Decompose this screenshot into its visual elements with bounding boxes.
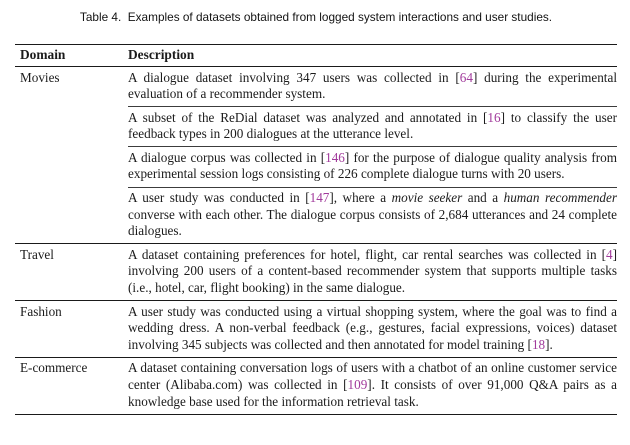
description-entry: A user study was conducted in [147], where a movie seeker and a human recommender converse with each other. The dialogue corpus consists of 2,684 utterances and 24 complete dialogues. [128, 187, 617, 244]
domain-cell: E-commerce [20, 360, 88, 376]
description-entry: A subset of the ReDial dataset was analyzed and annotated in [16] to classify the user feedback types in 200 dialogues at the utterance level. [128, 106, 617, 146]
column-header-description: Description [128, 47, 195, 62]
table-caption: Table 4. Examples of datasets obtained from logged system interactions and user studies. [79, 10, 553, 24]
datasets-table [15, 44, 617, 415]
citation-link[interactable]: 4 [606, 246, 613, 262]
citation-link[interactable]: 18 [531, 336, 546, 352]
description-cell [128, 67, 617, 243]
table-group-row [15, 300, 617, 357]
citation-link[interactable]: 64 [459, 69, 473, 85]
description-entry: A dataset containing preferences for hotel, flight, car rental searches was collected in [4] involving 200 users of a content-based recommender system that supports multiple tasks (i.e., hotel, car, flight booking) in the same dialogue. [128, 246, 617, 296]
description-cell [128, 301, 617, 357]
citation-link[interactable]: 109 [347, 377, 368, 392]
domain-cell: Travel [20, 246, 54, 262]
table-group-row [15, 357, 617, 414]
citation-link[interactable]: 16 [487, 109, 501, 125]
description-entry: A dialogue dataset involving 347 users was collected in [64] during the experimental evaluation of a recommender system. [128, 69, 617, 102]
description-entry: A user study was conducted using a virtual shopping system, where the goal was to find a wedding dress. A non-verbal feedback (e.g., gestures, facial expressions, voices) dataset involving 345 subjects was collected and then annotated for model training [18]. [128, 303, 617, 352]
column-header-domain: Domain [20, 47, 66, 62]
table-group-row [15, 243, 617, 300]
table-body [15, 67, 617, 414]
description-entry: A dialogue corpus was collected in [146] for the purpose of dialogue quality analysis from experimental session logs consisting of 226 complete dialogue turns with 20 users. [128, 146, 617, 186]
domain-cell: Fashion [20, 303, 62, 319]
citation-link[interactable]: 147 [309, 190, 330, 206]
domain-cell: Movies [20, 69, 60, 85]
description-cell [128, 358, 617, 414]
table-group-row [15, 67, 617, 243]
table-header-row [15, 45, 617, 67]
citation-link[interactable]: 146 [325, 149, 345, 165]
description-entry: A dataset containing conversation logs of users with a chatbot of an online customer service center (Alibaba.com) was collected in [109]. It consists of over 91,000 Q&A pairs as a knowledge base used for the information retrieval task. [128, 360, 617, 409]
description-cell [128, 244, 617, 300]
